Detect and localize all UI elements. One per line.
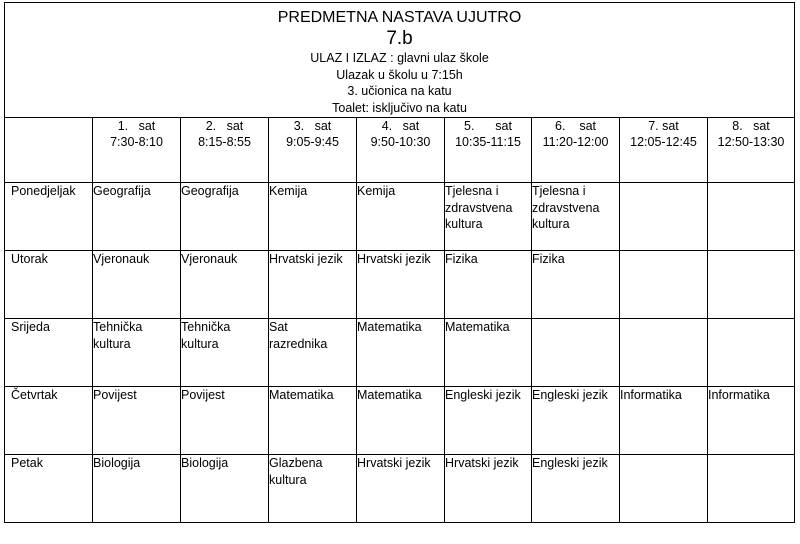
lesson-name: Vjeronauk (181, 252, 238, 266)
lesson-cell (532, 455, 620, 523)
lesson-name: Hrvatski jezik (357, 252, 431, 266)
period-header-row (5, 118, 795, 183)
lesson-cell (708, 387, 795, 455)
lesson-name: Tjelesna i zdravstvena kultura (532, 184, 600, 231)
day-row (5, 251, 795, 319)
lesson-cell (357, 183, 445, 251)
period-header-3 (269, 118, 357, 183)
lesson-cell (181, 251, 269, 319)
lesson-name: Biologija (93, 456, 141, 470)
lesson-cell (445, 183, 532, 251)
period-header-7 (620, 118, 708, 183)
day-row (5, 387, 795, 455)
lesson-cell (445, 387, 532, 455)
lesson-name: Sat razrednika (269, 320, 328, 351)
period-label: 3. sat (293, 119, 332, 133)
timetable-sheet (4, 2, 794, 523)
lesson-name: Matematika (357, 388, 422, 402)
lesson-cell (532, 183, 620, 251)
lesson-cell (269, 319, 357, 387)
day-name: Utorak (5, 251, 93, 319)
lesson-name: Hrvatski jezik (269, 252, 343, 266)
day-name: Petak (5, 455, 93, 523)
lesson-cell (93, 455, 181, 523)
lesson-cell (357, 251, 445, 319)
period-header-4 (357, 118, 445, 183)
lesson-cell (445, 319, 532, 387)
lesson-name: Informatika (708, 388, 770, 402)
day-row (5, 319, 795, 387)
header-row (5, 3, 795, 118)
period-time: 11:20-12:00 (542, 135, 609, 149)
lesson-cell (708, 251, 795, 319)
info-line-arrival: Ulazak u školu u 7:15h (336, 67, 463, 82)
period-header-8 (708, 118, 795, 183)
period-time: 9:50-10:30 (370, 135, 431, 149)
lesson-name: Engleski jezik (532, 388, 608, 402)
lesson-name: Kemija (357, 184, 396, 198)
lesson-cell (357, 319, 445, 387)
lesson-cell (93, 183, 181, 251)
lesson-cell (532, 251, 620, 319)
lesson-name: Glazbena kultura (269, 456, 323, 487)
lesson-cell (445, 455, 532, 523)
lesson-name: Fizika (445, 252, 478, 266)
day-name: Srijeda (5, 319, 93, 387)
day-row (5, 455, 795, 523)
lesson-cell (357, 387, 445, 455)
lesson-name: Hrvatski jezik (445, 456, 519, 470)
period-time: 12:05-12:45 (630, 135, 697, 149)
period-label: 8. sat (732, 119, 770, 133)
period-time: 12:50-13:30 (717, 135, 785, 149)
period-label: 5. sat (464, 119, 512, 133)
lesson-name: Geografija (181, 184, 239, 198)
info-line-entrance: ULAZ I IZLAZ : glavni ulaz škole (310, 51, 489, 65)
day-row (5, 183, 795, 251)
lesson-cell (532, 319, 620, 387)
period-label: 2. sat (205, 119, 244, 133)
lesson-cell (93, 319, 181, 387)
lesson-cell (620, 183, 708, 251)
lesson-cell (708, 319, 795, 387)
timetable (4, 2, 795, 523)
day-name: Ponedjeljak (5, 183, 93, 251)
lesson-cell (269, 455, 357, 523)
period-header-2 (181, 118, 269, 183)
period-header-6 (532, 118, 620, 183)
lesson-cell (181, 387, 269, 455)
period-time: 9:05-9:45 (286, 135, 339, 149)
lesson-name: Povijest (181, 388, 225, 402)
corner-cell (5, 118, 93, 183)
period-label: 6. sat (555, 119, 596, 133)
period-time: 10:35-11:15 (455, 135, 521, 149)
period-label: 7. sat (648, 119, 679, 133)
lesson-name: Matematika (269, 388, 334, 402)
lesson-cell (181, 455, 269, 523)
lesson-cell (93, 251, 181, 319)
period-label: 1. sat (117, 119, 156, 133)
lesson-cell (620, 455, 708, 523)
lesson-cell (532, 387, 620, 455)
lesson-cell (181, 319, 269, 387)
lesson-cell (445, 251, 532, 319)
header-cell (5, 3, 795, 118)
lesson-cell (620, 319, 708, 387)
info-line-classroom: 3. učionica na katu (347, 84, 452, 98)
lesson-cell (620, 251, 708, 319)
lesson-name: Tjelesna i zdravstvena kultura (445, 184, 513, 231)
day-name: Četvrtak (5, 387, 93, 455)
lesson-name: Informatika (620, 388, 682, 402)
lesson-cell (269, 183, 357, 251)
lesson-cell (93, 387, 181, 455)
lesson-cell (269, 251, 357, 319)
lesson-name: Engleski jezik (532, 456, 608, 470)
period-time: 7:30-8:10 (110, 135, 163, 149)
period-header-1 (93, 118, 181, 183)
page-title: PREDMETNA NASTAVA UJUTRO (277, 9, 522, 26)
lesson-name: Kemija (269, 184, 308, 198)
period-time: 8:15-8:55 (198, 135, 251, 149)
period-label: 4. sat (381, 119, 420, 133)
lesson-cell (708, 183, 795, 251)
lesson-name: Tehnička kultura (181, 320, 231, 351)
lesson-name: Povijest (93, 388, 137, 402)
lesson-name: Matematika (445, 320, 510, 334)
lesson-name: Biologija (181, 456, 229, 470)
lesson-cell (708, 455, 795, 523)
lesson-name: Matematika (357, 320, 422, 334)
lesson-name: Hrvatski jezik (357, 456, 431, 470)
lesson-name: Vjeronauk (93, 252, 150, 266)
lesson-cell (181, 183, 269, 251)
lesson-cell (269, 387, 357, 455)
class-name: 7.b (386, 28, 413, 49)
info-line-toilet: Toalet: isključivo na katu (332, 100, 467, 115)
lesson-name: Engleski jezik (445, 388, 521, 402)
lesson-cell (357, 455, 445, 523)
day-rows (5, 183, 795, 523)
lesson-name: Fizika (532, 252, 565, 266)
lesson-cell (620, 387, 708, 455)
period-header-5 (445, 118, 532, 183)
lesson-name: Tehnička kultura (93, 320, 143, 351)
lesson-name: Geografija (93, 184, 151, 198)
